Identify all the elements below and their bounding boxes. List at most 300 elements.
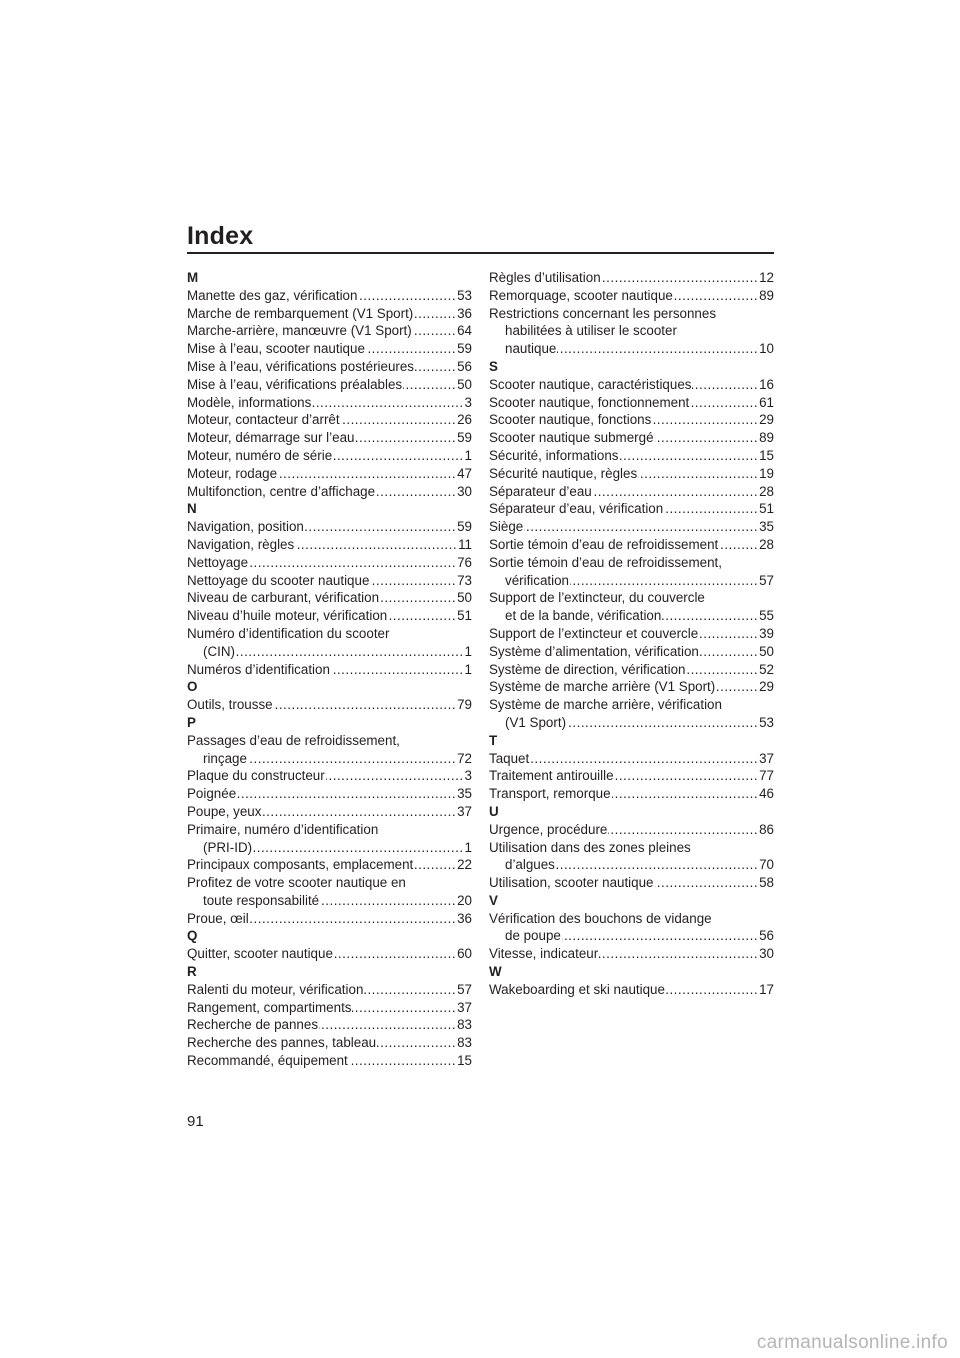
dot-leader: [236, 643, 464, 661]
entry-page: 37: [457, 999, 472, 1015]
entry-page: 1: [464, 447, 472, 463]
entry-text: Nettoyage: [187, 554, 249, 570]
entry-text: Poignée: [187, 786, 237, 802]
entry-page: 77: [759, 768, 774, 784]
entry-page: 70: [759, 857, 774, 873]
index-entry: [187, 785, 472, 803]
entry-page: 60: [457, 946, 472, 962]
entry-page: 64: [457, 323, 472, 339]
dot-leader: [237, 785, 456, 803]
entry-page: 28: [759, 483, 774, 499]
entry-page: 37: [759, 750, 774, 766]
entry-page: 19: [759, 465, 774, 481]
entry-page: 3: [464, 394, 472, 410]
entry-text: Moteur, numéro de série: [187, 447, 333, 463]
index-entry: [489, 910, 774, 946]
entry-text: Urgence, procédure: [489, 821, 608, 837]
entry-page: 30: [457, 483, 472, 499]
entry-text: Scooter nautique, fonctionnement: [489, 394, 690, 410]
entry-text: Scooter nautique submergé: [489, 430, 654, 446]
entry-line: [187, 874, 472, 892]
index-entry: [187, 821, 472, 857]
entry-text: Sécurité nautique, règles: [489, 465, 638, 481]
index-entry: [187, 1016, 472, 1034]
dot-leader: [295, 536, 457, 554]
dot-leader: [413, 322, 456, 340]
index-entry: [187, 572, 472, 590]
dot-leader: [262, 803, 456, 821]
index-entry: [489, 821, 774, 839]
index-entry: [489, 696, 774, 732]
index-entry: [187, 305, 472, 323]
index-entry: [187, 767, 472, 785]
entry-page: 76: [457, 554, 472, 570]
entry-text: Mise à l’eau, vérifications préalables: [187, 376, 403, 392]
index-entry: [187, 874, 472, 910]
dot-leader: [562, 927, 758, 945]
entry-line: [489, 589, 774, 607]
index-column-right: [489, 269, 774, 999]
entry-page: 55: [759, 608, 774, 624]
entry-page: 28: [759, 536, 774, 552]
entry-page: 1: [464, 643, 472, 659]
index-entry: [489, 411, 774, 429]
entry-page: 1: [464, 839, 472, 855]
entry-page: 15: [457, 1053, 472, 1069]
entry-page: 36: [457, 910, 472, 926]
dot-leader: [530, 750, 758, 768]
entry-text: Sortie témoin d’eau de refroidissement: [489, 536, 719, 552]
entry-text: habilitées à utiliser le scooter: [505, 323, 677, 339]
entry-page: 52: [759, 661, 774, 677]
entry-page: 30: [759, 946, 774, 962]
index-entry: [187, 910, 472, 928]
section-letter: P: [187, 714, 196, 730]
entry-text: Marche-arrière, manœuvre (V1 Sport): [187, 323, 412, 339]
dot-leader: [692, 376, 758, 394]
index-entry: [187, 732, 472, 768]
dot-leader: [699, 625, 758, 643]
entry-page: 50: [457, 376, 472, 392]
entry-page: 57: [457, 981, 472, 997]
entry-line: [489, 910, 774, 928]
entry-text: Système d’alimentation, vérification: [489, 643, 699, 659]
index-entry: [187, 483, 472, 501]
entry-text: Remorquage, scooter nautique: [489, 287, 673, 303]
entry-page: 59: [457, 341, 472, 357]
index-entry: [489, 643, 774, 661]
entry-text: Principaux composants, emplacement: [187, 857, 414, 873]
index-entry: [187, 411, 472, 429]
entry-page: 50: [457, 590, 472, 606]
entry-text: Navigation, position: [187, 519, 304, 535]
index-entry: [489, 839, 774, 875]
section-letter: W: [489, 964, 502, 980]
index-entry: [489, 447, 774, 465]
entry-text: Support de l’extincteur, du couvercle: [489, 590, 705, 606]
index-entry: [187, 376, 472, 394]
index-entry: [489, 536, 774, 554]
entry-text: Recherche des pannes, tableau: [187, 1035, 377, 1051]
index-entry: [187, 340, 472, 358]
dot-leader: [556, 856, 758, 874]
entry-text: rinçage: [203, 750, 247, 766]
dot-leader: [716, 678, 758, 696]
dot-leader: [664, 500, 758, 518]
index-entry: [489, 429, 774, 447]
index-column-left: [187, 269, 472, 1070]
watermark: carmanualsonline.info: [756, 1332, 948, 1353]
entry-line: [489, 714, 774, 732]
dot-leader: [364, 981, 456, 999]
dot-leader: [615, 767, 759, 785]
entry-page: 79: [457, 697, 472, 713]
dot-leader: [326, 767, 464, 785]
entry-page: 57: [759, 572, 774, 588]
entry-page: 56: [457, 358, 472, 374]
index-entry: [489, 554, 774, 590]
entry-text: toute responsabilité: [203, 892, 320, 908]
dot-leader: [250, 910, 456, 928]
entry-text: Manette des gaz, vérification: [187, 287, 358, 303]
page-number: 91: [187, 1113, 204, 1130]
index-entry: [187, 465, 472, 483]
entry-text: Règles d’utilisation: [489, 270, 601, 285]
entry-text: Outils, trousse: [187, 697, 273, 713]
entry-page: 3: [464, 768, 472, 784]
index-entry: [187, 287, 472, 305]
dot-leader: [415, 358, 456, 376]
index-entry: [489, 785, 774, 803]
entry-line: [187, 892, 472, 910]
entry-text: vérification: [505, 572, 570, 588]
dot-leader: [655, 429, 759, 447]
entry-text: Taquet: [489, 750, 530, 766]
entry-text: Recommandé, équipement: [187, 1053, 348, 1069]
dot-leader: [380, 589, 456, 607]
entry-line: [489, 340, 774, 358]
index-entry: [489, 678, 774, 696]
entry-line: [187, 821, 472, 839]
index-entry: [489, 945, 774, 963]
entry-page: 15: [759, 447, 774, 463]
entry-page: 59: [457, 430, 472, 446]
entry-text: Ralenti du moteur, vérification: [187, 981, 364, 997]
entry-text: et de la bande, vérification: [505, 608, 662, 624]
entry-page: 83: [457, 1017, 472, 1033]
dot-leader: [414, 305, 456, 323]
entry-text: (CIN): [203, 643, 235, 659]
dot-leader: [341, 411, 457, 429]
index-entry: [489, 589, 774, 625]
index-entry: [187, 1052, 472, 1070]
index-entry: [489, 874, 774, 892]
entry-line: [489, 839, 774, 857]
entry-page: 29: [759, 679, 774, 695]
entry-text: Modèle, informations: [187, 394, 312, 410]
dot-leader: [334, 945, 456, 963]
dot-leader: [687, 661, 759, 679]
entry-text: (V1 Sport): [505, 714, 567, 730]
entry-page: 35: [457, 786, 472, 802]
entry-page: 11: [458, 536, 472, 552]
title-rule: [187, 252, 774, 254]
dot-leader: [366, 340, 456, 358]
entry-line: [489, 305, 774, 323]
index-entry: [187, 394, 472, 412]
index-entry: [187, 607, 472, 625]
entry-text: Nettoyage du scooter nautique: [187, 572, 370, 588]
dot-leader: [249, 554, 456, 572]
entry-text: d’algues: [505, 857, 555, 873]
entry-text: Séparateur d’eau, vérification: [489, 501, 664, 517]
entry-page: 12: [759, 270, 774, 285]
entry-text: Navigation, règles: [187, 536, 295, 552]
dot-leader: [690, 394, 758, 412]
entry-line: [489, 696, 774, 714]
entry-page: 51: [759, 501, 774, 517]
dot-leader: [377, 1034, 456, 1052]
index-entry: [489, 625, 774, 643]
index-entry: [489, 661, 774, 679]
entry-text: Mise à l’eau, vérifications postérieures: [187, 358, 415, 374]
entry-text: nautique: [505, 341, 557, 357]
entry-line: [187, 625, 472, 643]
entry-page: 29: [759, 412, 774, 428]
entry-text: Passages d’eau de refroidissement,: [187, 732, 400, 748]
dot-leader: [700, 643, 758, 661]
index-entry: [187, 661, 472, 679]
index-entry: [489, 500, 774, 518]
entry-page: 53: [759, 714, 774, 730]
entry-text: Niveau d’huile moteur, vérification: [187, 608, 388, 624]
entry-line: [489, 322, 774, 340]
index-entry: [187, 589, 472, 607]
entry-page: 58: [759, 875, 774, 891]
entry-text: Numéro d’identification du scooter: [187, 625, 390, 641]
section-letter: R: [187, 964, 197, 980]
dot-leader: [524, 518, 758, 536]
entry-page: 56: [759, 928, 774, 944]
index-entry: [187, 999, 472, 1017]
dot-leader: [662, 607, 758, 625]
entry-page: 26: [457, 412, 472, 428]
dot-leader: [599, 945, 758, 963]
entry-text: (PRI-ID): [203, 839, 253, 855]
dot-leader: [274, 696, 457, 714]
entry-page: 89: [759, 287, 774, 303]
dot-leader: [320, 892, 456, 910]
dot-leader: [414, 856, 456, 874]
index-entry: [489, 750, 774, 768]
dot-leader: [403, 376, 456, 394]
dot-leader: [655, 874, 759, 892]
entry-page: 51: [457, 608, 472, 624]
entry-text: Vérification des bouchons de vidange: [489, 910, 712, 926]
entry-text: Scooter nautique, fonctions: [489, 412, 652, 428]
dot-leader: [719, 536, 758, 554]
section-letter: O: [187, 679, 198, 695]
entry-text: Marche de rembarquement (V1 Sport): [187, 305, 414, 321]
entry-line: [187, 839, 472, 857]
index-entry: [489, 394, 774, 412]
index-entry: [187, 856, 472, 874]
entry-text: Moteur, rodage: [187, 465, 278, 481]
entry-page: 35: [759, 519, 774, 535]
index-entry: [187, 803, 472, 821]
index-entry: [187, 1034, 472, 1052]
index-entry: [489, 767, 774, 785]
index-entry: [187, 981, 472, 999]
section-letter: N: [187, 501, 197, 517]
section-letter: Q: [187, 928, 198, 944]
entry-text: Plaque du constructeur: [187, 768, 325, 784]
index-entry: [187, 358, 472, 376]
index-entry: [187, 536, 472, 554]
entry-text: Vitesse, indicateur: [489, 946, 599, 962]
entry-text: Séparateur d’eau: [489, 483, 592, 499]
entry-line: [489, 607, 774, 625]
index-entry: [187, 625, 472, 661]
entry-page: 50: [759, 643, 774, 659]
entry-page: 39: [759, 625, 774, 641]
dot-leader: [602, 269, 758, 287]
dot-leader: [638, 465, 758, 483]
entry-text: Siège: [489, 519, 524, 535]
entry-text: Scooter nautique, caractéristiques: [489, 376, 692, 392]
entry-text: Sécurité, informations: [489, 447, 619, 463]
dot-leader: [557, 340, 758, 358]
dot-leader: [253, 839, 463, 857]
entry-text: Utilisation, scooter nautique: [489, 875, 654, 891]
entry-text: Quitter, scooter nautique: [187, 946, 333, 962]
dot-leader: [593, 483, 758, 501]
dot-leader: [248, 750, 456, 768]
dot-leader: [319, 1016, 456, 1034]
index-entry: [187, 447, 472, 465]
entry-page: 37: [457, 803, 472, 819]
index-entry: [489, 376, 774, 394]
entry-text: Numéros d’identification: [187, 661, 330, 677]
index-entry: [187, 518, 472, 536]
entry-text: Moteur, démarrage sur l’eau: [187, 430, 355, 446]
dot-leader: [608, 821, 758, 839]
entry-page: 20: [457, 892, 472, 908]
entry-text: Recherche de pannes: [187, 1017, 319, 1033]
index-entry: [489, 305, 774, 358]
entry-page: 10: [759, 341, 774, 357]
section-letter: S: [489, 358, 498, 374]
entry-page: 36: [457, 305, 472, 321]
dot-leader: [305, 518, 456, 536]
entry-line: [489, 856, 774, 874]
entry-text: de poupe: [505, 928, 561, 944]
entry-line: [489, 554, 774, 572]
entry-text: Système de direction, vérification: [489, 661, 686, 677]
entry-line: [187, 750, 472, 768]
entry-text: Primaire, numéro d’identification: [187, 821, 379, 837]
dot-leader: [331, 661, 464, 679]
entry-page: 61: [759, 394, 774, 410]
entry-text: Mise à l’eau, scooter nautique: [187, 341, 365, 357]
entry-page: 89: [759, 430, 774, 446]
dot-leader: [620, 447, 759, 465]
entry-line: [489, 927, 774, 945]
entry-page: 17: [759, 981, 774, 997]
section-letter: V: [489, 892, 498, 908]
section-letter: T: [489, 732, 498, 748]
dot-leader: [612, 785, 759, 803]
index-entry: [187, 554, 472, 572]
entry-page: 47: [457, 465, 472, 481]
entry-text: Moteur, contacteur d’arrêt: [187, 412, 340, 428]
index-entry: [187, 322, 472, 340]
entry-text: Profitez de votre scooter nautique en: [187, 875, 406, 891]
entry-text: Multifonction, centre d’affichage: [187, 483, 376, 499]
entry-page: 22: [457, 857, 472, 873]
dot-leader: [312, 394, 463, 412]
entry-text: Utilisation dans des zones pleines: [489, 839, 691, 855]
index-entry: [489, 465, 774, 483]
entry-page: 86: [759, 821, 774, 837]
entry-page: 1: [464, 661, 472, 677]
index-entry: [489, 483, 774, 501]
entry-text: Poupe, yeux: [187, 803, 262, 819]
entry-text: Niveau de carburant, vérification: [187, 590, 380, 606]
dot-leader: [570, 572, 758, 590]
dot-leader: [674, 287, 758, 305]
index-entry: [489, 518, 774, 536]
entry-page: 46: [759, 786, 774, 802]
entry-text: Système de marche arrière (V1 Sport): [489, 679, 716, 695]
section-letter: U: [489, 803, 499, 819]
index-entry: [489, 269, 774, 287]
dot-leader: [333, 447, 463, 465]
entry-text: Proue, œil: [187, 910, 249, 926]
dot-leader: [355, 429, 456, 447]
entry-text: Traitement antirouille: [489, 768, 614, 784]
dot-leader: [358, 287, 456, 305]
dot-leader: [352, 999, 456, 1017]
index-entry: [489, 287, 774, 305]
dot-leader: [567, 714, 758, 732]
entry-page: 72: [457, 750, 472, 766]
dot-leader: [349, 1052, 456, 1070]
index-entry: [489, 981, 774, 999]
dot-leader: [666, 981, 758, 999]
dot-leader: [652, 411, 758, 429]
entry-text: Support de l’extincteur et couvercle: [489, 625, 699, 641]
entry-page: 59: [457, 519, 472, 535]
entry-page: 73: [457, 572, 472, 588]
page-title: Index: [187, 222, 254, 250]
entry-page: 53: [457, 287, 472, 303]
index-entry: [187, 696, 472, 714]
entry-text: Wakeboarding et ski nautique: [489, 981, 665, 997]
entry-text: Restrictions concernant les personnes: [489, 305, 717, 321]
entry-text: Rangement, compartiments: [187, 999, 352, 1015]
entry-line: [489, 572, 774, 590]
dot-leader: [388, 607, 456, 625]
entry-line: [187, 732, 472, 750]
dot-leader: [370, 572, 456, 590]
dot-leader: [278, 465, 456, 483]
index-entry: [187, 429, 472, 447]
entry-text: Système de marche arrière, vérification: [489, 697, 722, 713]
entry-text: Sortie témoin d’eau de refroidissement,: [489, 554, 722, 570]
section-letter: M: [187, 270, 199, 285]
dot-leader: [376, 483, 456, 501]
